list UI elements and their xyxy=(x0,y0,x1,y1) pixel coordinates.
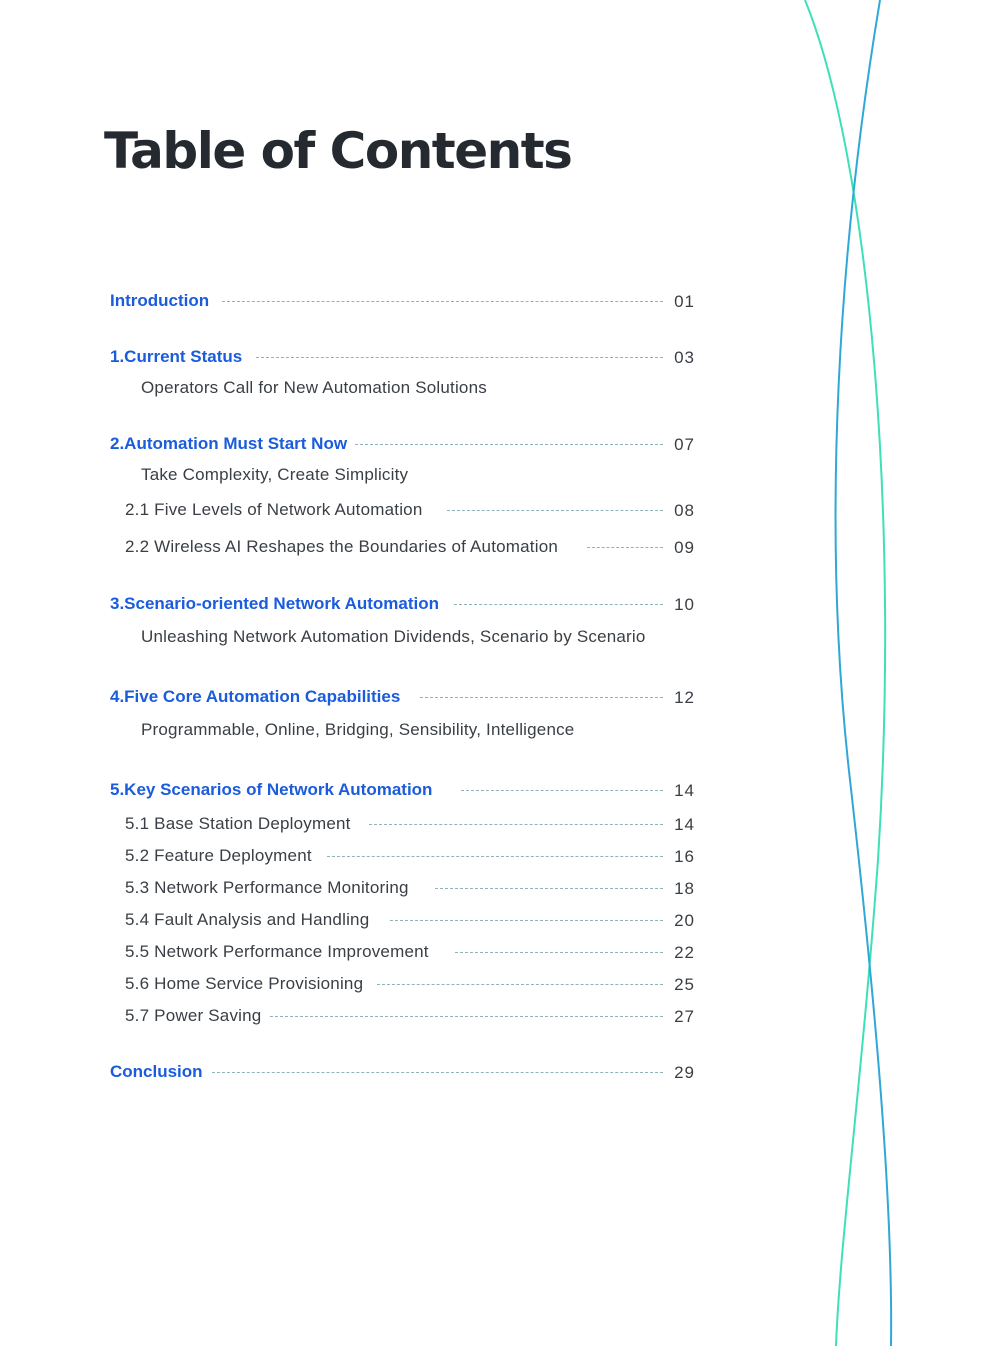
toc-entry-label: 5.Key Scenarios of Network Automation xyxy=(110,778,434,802)
toc-subentry-2-1[interactable] xyxy=(125,498,695,522)
dot-leader xyxy=(461,790,663,791)
toc-entry-conclusion[interactable] xyxy=(110,1060,695,1084)
dot-leader xyxy=(212,1072,663,1073)
page-number: 25 xyxy=(674,975,695,994)
page-number: 16 xyxy=(674,847,695,866)
toc-entry-key-scenarios[interactable] xyxy=(110,778,695,802)
toc-entry-automation-must-start-now[interactable] xyxy=(110,432,695,456)
page-number: 07 xyxy=(674,435,695,454)
dot-leader xyxy=(256,357,663,358)
page-number: 12 xyxy=(674,688,695,707)
dot-leader xyxy=(369,824,663,825)
page-number: 14 xyxy=(674,781,695,800)
dot-leader xyxy=(355,444,663,445)
toc-entry-current-status[interactable] xyxy=(110,345,695,369)
toc-subentry-5-3[interactable] xyxy=(125,876,695,900)
dot-leader xyxy=(455,952,663,953)
toc-entry-label: 5.5 Network Performance Improvement xyxy=(125,940,431,964)
page-number: 20 xyxy=(674,911,695,930)
page-number: 10 xyxy=(674,595,695,614)
toc-subentry-5-5[interactable] xyxy=(125,940,695,964)
page-number: 14 xyxy=(674,815,695,834)
page-title: Table of Contents xyxy=(104,122,572,180)
dot-leader xyxy=(377,984,663,985)
toc-entry-label: 5.3 Network Performance Monitoring xyxy=(125,876,411,900)
decorative-curve-green xyxy=(805,0,885,1346)
toc-entry-label: 2.1 Five Levels of Network Automation xyxy=(125,498,425,522)
page-number: 08 xyxy=(674,501,695,520)
page-number: 03 xyxy=(674,348,695,367)
toc-subentry-5-1[interactable] xyxy=(125,812,695,836)
toc-entry-label: 5.2 Feature Deployment xyxy=(125,844,314,868)
toc-entry-label: 5.7 Power Saving xyxy=(125,1004,263,1028)
dot-leader xyxy=(420,697,663,698)
section-description: Unleashing Network Automation Dividends, Scenario by Scenario xyxy=(141,627,646,646)
dot-leader xyxy=(222,301,663,302)
page-number: 01 xyxy=(674,292,695,311)
toc-entry-label: 5.1 Base Station Deployment xyxy=(125,812,353,836)
dot-leader xyxy=(435,888,663,889)
toc-entry-label: 5.4 Fault Analysis and Handling xyxy=(125,908,371,932)
dot-leader xyxy=(454,604,663,605)
toc-entry-label: Introduction xyxy=(110,289,211,313)
toc-subentry-2-2[interactable] xyxy=(125,535,695,559)
section-description: Programmable, Online, Bridging, Sensibility, Intelligence xyxy=(141,720,575,739)
section-description: Operators Call for New Automation Solutions xyxy=(141,378,487,397)
dot-leader xyxy=(270,1016,663,1017)
toc-entry-label: Conclusion xyxy=(110,1060,205,1084)
toc-entry-introduction[interactable] xyxy=(110,289,695,313)
toc-entry-label: 2.2 Wireless AI Reshapes the Boundaries of Automation xyxy=(125,535,560,559)
dot-leader xyxy=(390,920,663,921)
page-number: 22 xyxy=(674,943,695,962)
dot-leader xyxy=(587,547,663,548)
toc-entry-five-core-capabilities[interactable] xyxy=(110,685,695,709)
page-number: 09 xyxy=(674,538,695,557)
toc-entry-label: 4.Five Core Automation Capabilities xyxy=(110,685,402,709)
dot-leader xyxy=(327,856,663,857)
toc-subentry-5-2[interactable] xyxy=(125,844,695,868)
page-number: 27 xyxy=(674,1007,695,1026)
section-description: Take Complexity, Create Simplicity xyxy=(141,465,409,484)
toc-entry-scenario-oriented[interactable] xyxy=(110,592,695,616)
page-number: 29 xyxy=(674,1063,695,1082)
page-number: 18 xyxy=(674,879,695,898)
toc-entry-label: 5.6 Home Service Provisioning xyxy=(125,972,365,996)
dot-leader xyxy=(447,510,663,511)
toc-entry-label: 2.Automation Must Start Now xyxy=(110,432,349,456)
toc-subentry-5-7[interactable] xyxy=(125,1004,695,1028)
toc-entry-label: 3.Scenario-oriented Network Automation xyxy=(110,592,441,616)
toc-subentry-5-6[interactable] xyxy=(125,972,695,996)
toc-entry-label: 1.Current Status xyxy=(110,345,244,369)
toc-subentry-5-4[interactable] xyxy=(125,908,695,932)
decorative-curve-blue xyxy=(836,0,892,1346)
